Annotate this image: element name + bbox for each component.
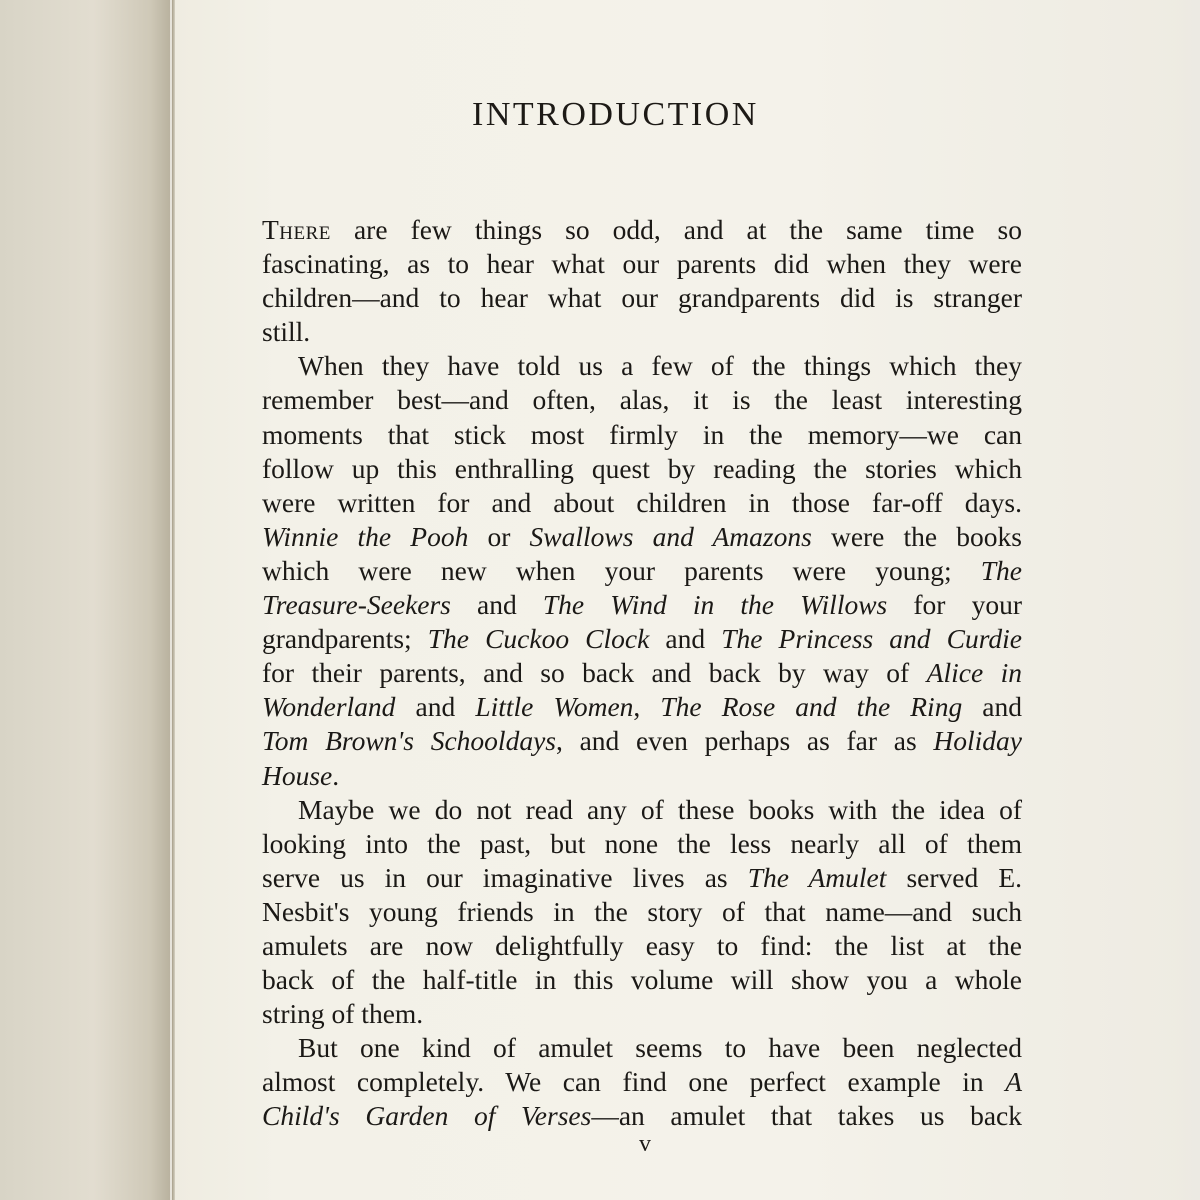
paragraph-2 [262,349,1022,792]
text-line: But one kind of amulet seems to have been neglected [298,1032,1022,1064]
text-line: still. [262,316,311,348]
book-title: The [980,554,1022,586]
book-title: Treasure-Seekers [262,589,451,621]
text-line: for their parents, and so back and back by way of Alice in [262,657,1022,689]
text-line: grandparents; The Cuckoo Clock and The Princess and Curdie [262,623,1022,655]
text-line: Treasure-Seekers and The Wind in the Willows for your [262,589,1022,621]
text-line: Nesbit's young friends in the story of that name—and such [262,895,1022,927]
text-line: children—and to hear what our grandparents did is stranger [262,282,1022,314]
book-title: Wonderland [262,691,396,723]
body-text [262,213,1022,1134]
book-title: Winnie the Pooh [262,520,469,552]
text-line: Child's Garden of Verses—an amulet that takes us back [262,1100,1022,1132]
text-line: moments that stick most firmly in the memory—we can [262,418,1022,450]
text-line: fascinating, as to hear what our parents did when they were [262,248,1022,280]
previous-page-edge [0,0,170,1200]
book-title: House [262,759,333,791]
text-line: were written for and about children in those far-off days. [262,486,1022,518]
book-title: A [1005,1066,1022,1098]
book-title: The Amulet [747,861,887,893]
text-line: Maybe we do not read any of these books with the idea of [298,793,1022,825]
text-line: serve us in our imaginative lives as The Amulet served E. [262,861,1022,893]
page-right-edge [1172,0,1200,1200]
book-title: Holiday [933,725,1022,757]
text-line: almost completely. We can find one perfect example in A [262,1066,1022,1098]
book-title: Tom Brown's Schooldays [262,725,556,757]
text-line: back of the half-title in this volume will show you a whole [262,964,1022,996]
text-line: which were new when your parents were young; The [262,554,1022,586]
text-line: There are few things so odd, and at the same time so [262,214,1022,245]
book-title: Alice in [926,657,1022,689]
chapter-title: INTRODUCTION [472,96,759,133]
text-line: looking into the past, but none the less nearly all of them [262,827,1022,859]
book-title: The Cuckoo Clock [427,623,650,655]
text-line: Winnie the Pooh or Swallows and Amazons were the books [262,520,1022,552]
page-number: v [639,1131,651,1157]
paragraph-1 [262,213,1022,349]
book-title: The Wind in the Willows [542,589,888,621]
book-title: The Princess and Curdie [721,623,1022,655]
text-line: string of them. [262,998,424,1030]
text-line: When they have told us a few of the things which they [298,350,1022,382]
book-title: Child's Garden of Verses [262,1100,592,1132]
book-title: Swallows and Amazons [529,520,812,552]
text-line: follow up this enthralling quest by reading the stories which [262,452,1022,484]
paragraph-3 [262,793,1022,1032]
text-line: Wonderland and Little Women, The Rose and the Ring and [262,691,1022,723]
text-line: amulets are now delightfully easy to find: the list at the [262,929,1022,961]
text-line: remember best—and often, alas, it is the least interesting [262,384,1022,416]
paragraph-4 [262,1031,1022,1133]
text-line: House. [262,759,340,791]
book-title: The Rose and the Ring [660,691,963,723]
text-line: Tom Brown's Schooldays, and even perhaps as far as Holiday [262,725,1022,757]
book-title: Little Women [475,691,634,723]
